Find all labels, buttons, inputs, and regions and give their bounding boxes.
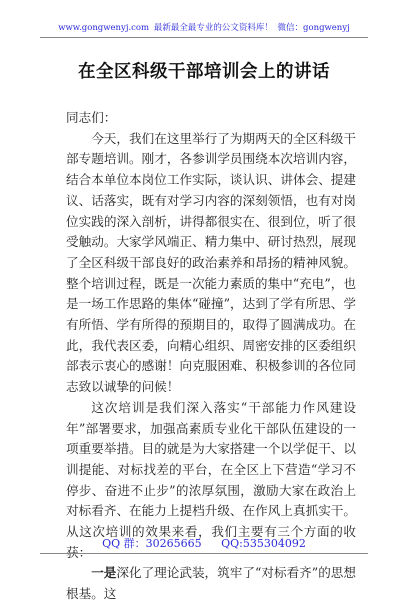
point-1-lead: 一是 — [91, 565, 117, 581]
footer-divider — [40, 553, 368, 554]
paragraph-1: 今天，我们在这里举行了为期两天的全区科级干部专题培训。刚才，各参训学员围绕本次培训内容，结合本单位本岗位工作实际，谈认识、讲体会、提建议、话落实，既有对学习内容的深刻领悟，也有对岗位实践的深入剖析，讲得都很实在、很到位，听了很受触动。大家学风端正、精力集中、研讨热烈，展现了全区科级干部良好的政治素养和昂扬的精神风貌。整个培训过程，既是一次能力素质的集中“充电”，也是一场工作思路的集体“碰撞”，达到了学有所思、学有所悟、学有所得的预期目的，取得了圆满成功。在此，我代表区委，向精心组织、周密安排的区委组织部表示衷心的感谢！向克服困难、积极参训的各位同志致以诚挚的问候！ — [66, 130, 356, 395]
page-footer — [0, 537, 408, 551]
header-divider — [40, 37, 368, 38]
header-tagline: 最新最全最专业的公文资料库！ — [153, 23, 273, 33]
footer-qq-group: QQ 群：30265665 — [102, 537, 202, 550]
document-body — [66, 108, 356, 605]
header-wechat: 微信：gongwenyj — [277, 23, 350, 33]
footer-qq-contact: QQ:535304092 — [221, 537, 306, 550]
point-1-text: 深化了理论武装，筑牢了“对标看齐”的思想根基。这 — [66, 565, 356, 602]
greeting: 同志们： — [66, 110, 117, 125]
paragraph-2: 这次培训是我们深入落实“干部能力作风建设年”部署要求，加强高素质专业化干部队伍建设的一项重要举措。目的就是为大家搭建一个以学促干、以训提能、对标找差的平台，在全区上下营造“学习不停步、奋进不止步”的浓厚氛围，激励大家在政治上对标看齐、在能力上提档升级、在作风上真抓实干。从这次培训的效果来看，我们主要有三个方面的收获： — [66, 399, 356, 560]
page-header — [40, 22, 368, 34]
page-title: 在全区科级干部培训会上的讲话 — [78, 62, 330, 82]
paragraph-3 — [66, 563, 356, 604]
header-site-link[interactable]: www.gongwenyj.com — [58, 23, 150, 33]
